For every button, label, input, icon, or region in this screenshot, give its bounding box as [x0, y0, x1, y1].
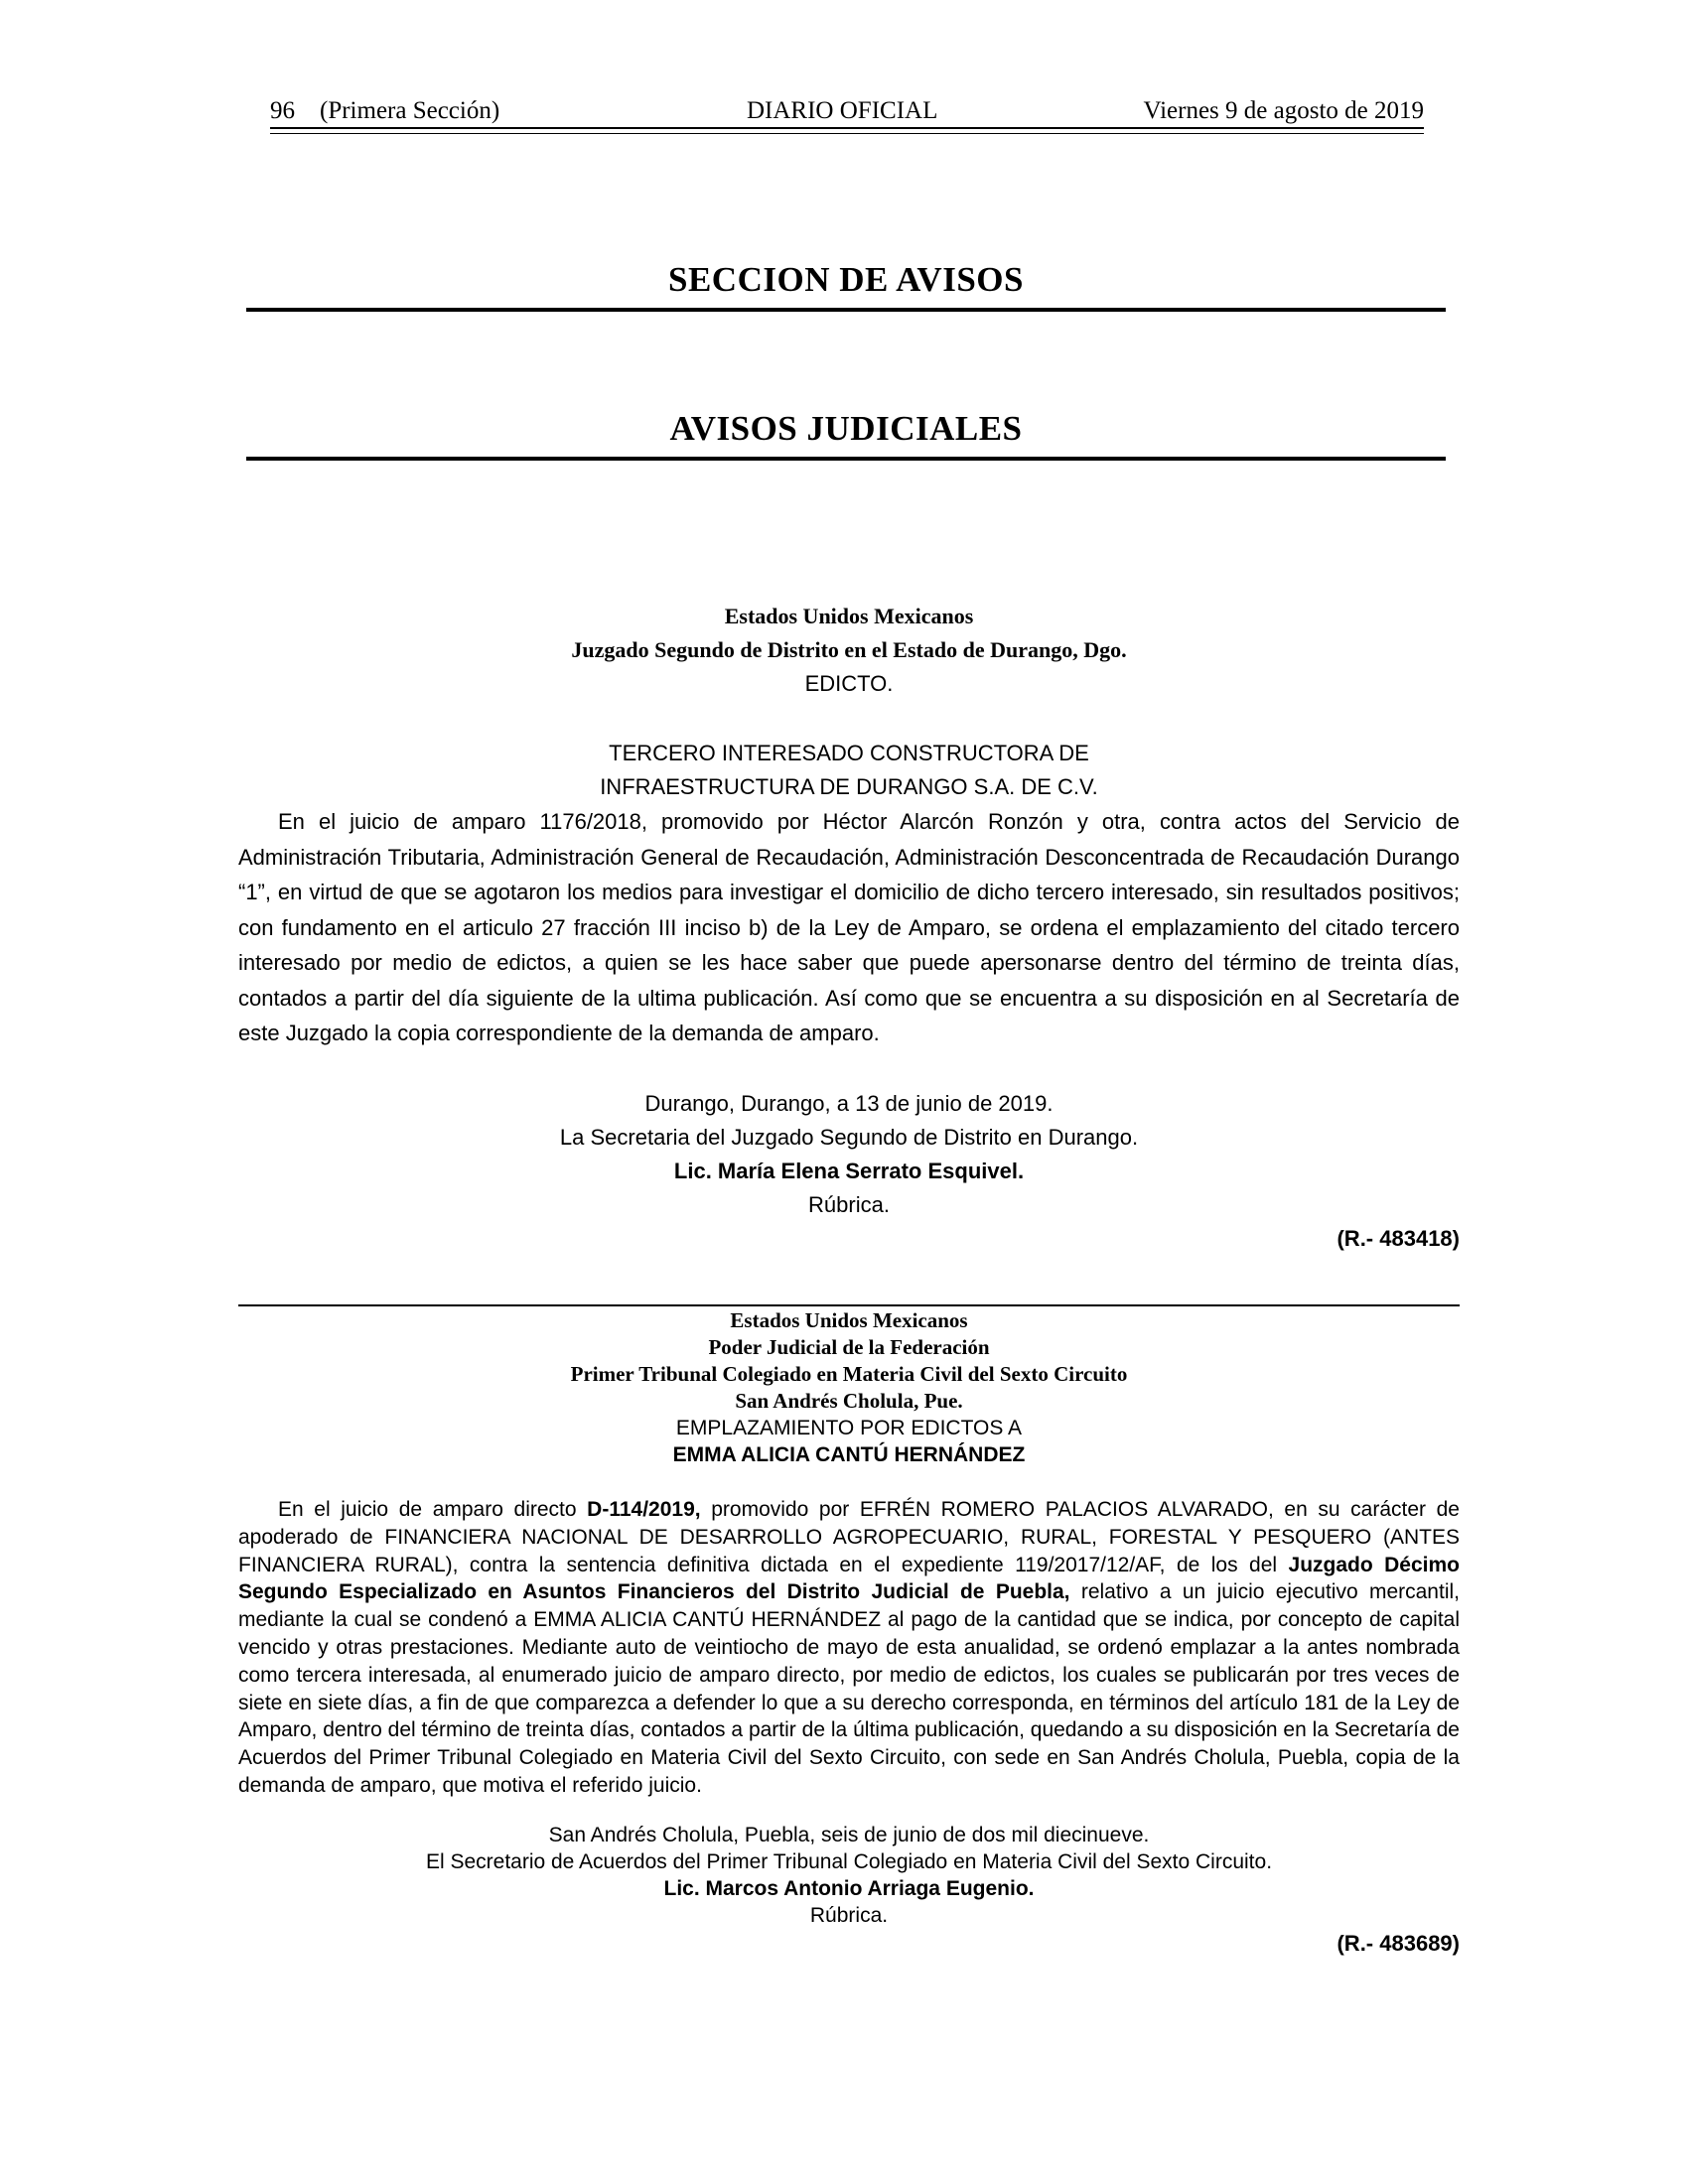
- section-title-rule: [246, 308, 1446, 312]
- notice-signer-title: El Secretario de Acuerdos del Primer Tribunal Colegiado en Materia Civil del Sexto Circuito.: [425, 1849, 1273, 1873]
- notice-signature: Rúbrica.: [808, 1191, 890, 1217]
- notice-place-date: San Andrés Cholula, Puebla, seis de junio de dos mil diecinueve.: [548, 1823, 1150, 1846]
- notice-signer-name: Lic. María Elena Serrato Esquivel.: [673, 1158, 1025, 1183]
- notice-place-date: Durango, Durango, a 13 de junio de 2019.: [644, 1090, 1054, 1116]
- subsection-title: AVISOS JUDICIALES: [669, 409, 1023, 448]
- notice-body-middle: promovido por EFRÉN ROMERO PALACIOS ALVARADO, en su carácter de apoderado de FINANCIERA NACIONAL DE DESARROLLO AGROPECUARIO, RURAL, FORESTAL Y PESQUERO (ANTES FINANCIERA RURAL), contra la sentencia definitiva dictada en el expediente 119/2017/12/AF, de los del: [238, 1498, 1460, 1576]
- notice-addressee: EMMA ALICIA CANTÚ HERNÁNDEZ: [672, 1443, 1026, 1466]
- notice-doc-type: EMPLAZAMIENTO POR EDICTOS A: [675, 1417, 1023, 1439]
- notice-addressee-line2: INFRAESTRUCTURA DE DURANGO S.A. DE C.V.: [600, 774, 1098, 799]
- notice-separator: [238, 1304, 1460, 1306]
- publication-name: DIARIO OFICIAL: [747, 97, 938, 124]
- notice-court: Primer Tribunal Colegiado en Materia Civil del Sexto Circuito: [570, 1362, 1128, 1386]
- notice-branch: Poder Judicial de la Federación: [708, 1335, 990, 1359]
- notice-doc-type: EDICTO.: [804, 671, 894, 696]
- notice-lower-court: Juzgado Décimo Segundo Especializado en Asuntos Financieros del Distrito Judicial de Puebla,: [238, 1553, 1460, 1604]
- running-header: [270, 91, 1424, 131]
- header-rule: [270, 127, 1424, 134]
- notice-country: Estados Unidos Mexicanos: [724, 604, 974, 628]
- notice-city: San Andrés Cholula, Pue.: [735, 1389, 963, 1413]
- notice-court: Juzgado Segundo de Distrito en el Estado de Durango, Dgo.: [571, 637, 1127, 662]
- notice-case-number: D-114/2019,: [587, 1498, 701, 1521]
- notice-reference: (R.- 483418): [1336, 1225, 1460, 1251]
- notice-body-intro: En el juicio de amparo directo: [278, 1498, 588, 1521]
- notice-reference: (R.- 483689): [1336, 1930, 1460, 1956]
- header-page-section: [270, 97, 499, 125]
- section-title: SECCION DE AVISOS: [668, 260, 1024, 299]
- notice-addressee-line1: TERCERO INTERESADO CONSTRUCTORA DE: [609, 741, 1089, 765]
- subsection-title-rule: [246, 457, 1446, 461]
- notice-signer-title: La Secretaria del Juzgado Segundo de Distrito en Durango.: [559, 1124, 1139, 1150]
- notice-body-end: relativo a un juicio ejecutivo mercantil, mediante la cual se condenó a EMMA ALICIA CANTÚ HERNÁNDEZ al pago de la cantidad que se indica, por concepto de capital vencido y otras prestaciones. Mediante auto de veintiocho de mayo de esta anualidad, se ordenó emplazar a la antes nombrada como tercera interesada, al enumerado juicio de amparo directo, por medio de edictos, los cuales se publicarán por tres veces de siete en siete días, a fin de que comparezca a defender lo que a su derecho corresponda, en términos del artículo 181 de la Ley de Amparo, dentro del término de treinta días, contados a partir de la última publicación, quedando a su disposición en la Secretaría de Acuerdos del Primer Tribunal Colegiado en Materia Civil del Sexto Circuito, con sede en San Andrés Cholula, Puebla, copia de la demanda de amparo, que motiva el referido juicio.: [238, 1580, 1460, 1797]
- publication-date: Viernes 9 de agosto de 2019: [1143, 97, 1424, 124]
- notice-signer-name: Lic. Marcos Antonio Arriaga Eugenio.: [663, 1876, 1035, 1900]
- notice-country: Estados Unidos Mexicanos: [730, 1308, 968, 1332]
- page-number: 96: [270, 97, 295, 124]
- notice-signature: Rúbrica.: [809, 1903, 889, 1927]
- notice-durango: [238, 600, 1460, 1256]
- notice-cholula: [238, 1307, 1460, 1959]
- section-name: (Primera Sección): [320, 97, 500, 124]
- notice-body: [238, 1496, 1460, 1800]
- notice-body: En el juicio de amparo 1176/2018, promovido por Héctor Alarcón Ronzón y otra, contra actos del Servicio de Administración Tributaria, Administración General de Recaudación, Administración Desconcentrada de Recaudación Durango “1”, en virtud de que se agotaron los medios para investigar el domicilio de dicho tercero interesado, sin resultados positivos; con fundamento en el articulo 27 fracción III inciso b) de la Ley de Amparo, se ordena el emplazamiento del citado tercero interesado por medio de edictos, a quien se les hace saber que puede apersonarse dentro del término de treinta días, contados a partir del día siguiente de la ultima publicación. Así como que se encuentra a su disposición en al Secretaría de este Juzgado la copia correspondiente de la demanda de amparo.: [238, 809, 1460, 1045]
